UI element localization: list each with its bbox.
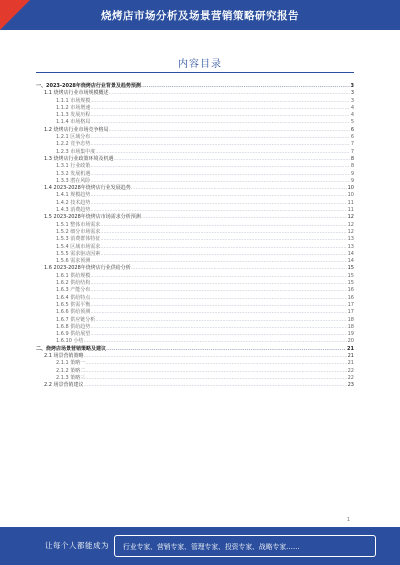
toc-entry[interactable] <box>36 244 354 251</box>
toc-entry-page: 3 <box>350 83 354 89</box>
toc-leader-dots <box>131 265 347 272</box>
toc-entry[interactable] <box>36 324 354 331</box>
toc-entry-label: 1.5.5 需求驱动因素 <box>56 250 101 257</box>
toc-leader-dots <box>100 236 346 243</box>
toc-entry-label: 1.2 烧烤店行业市场竞争格局 <box>44 126 109 133</box>
toc-entry-label: 1.3.1 行业政策 <box>56 163 91 170</box>
toc-leader-dots <box>131 185 347 192</box>
toc-leader-dots <box>90 105 350 112</box>
toc-entry-page: 5 <box>350 119 354 126</box>
toc-leader-dots <box>90 287 346 294</box>
toc-entry-label: 1.3 烧烤店行业政策环境及机遇 <box>44 155 114 162</box>
toc-entry-page: 3 <box>350 97 354 104</box>
toc-entry-page: 23 <box>347 382 354 389</box>
toc-entry-page: 4 <box>350 112 354 119</box>
toc-leader-dots <box>90 302 346 309</box>
toc-leader-dots <box>90 273 346 280</box>
toc-entry-label: 1.6.3 产能分布 <box>56 287 91 294</box>
footer-tagline-box <box>114 535 376 557</box>
toc-entry-label: 1.2.3 市场集中度 <box>56 148 96 155</box>
toc-entry-page: 10 <box>347 192 354 199</box>
toc-leader-dots <box>109 90 350 97</box>
toc-entry-page: 11 <box>347 199 354 206</box>
toc-entry-page: 21 <box>347 360 354 367</box>
footer-slogan: 让每个人都能成为 <box>45 541 109 550</box>
toc-entry[interactable] <box>36 368 354 375</box>
toc-entry-label: 1.4.1 规模趋势 <box>56 192 91 199</box>
toc-entry-label: 1.5.1 整体市场需求 <box>56 221 101 228</box>
toc-leader-dots <box>90 200 346 207</box>
toc-entry[interactable] <box>36 382 354 389</box>
toc-entry-label: 1.4 2023-2028年烧烤店行业发展趋势 <box>44 185 131 192</box>
toc-entry-label: 二、烧烤店场景营销策略及建议 <box>36 345 107 352</box>
toc-entry[interactable] <box>36 98 354 105</box>
toc-entry-page: 20 <box>347 338 354 345</box>
toc-leader-dots <box>84 382 347 389</box>
toc-divider <box>36 72 354 73</box>
toc-entry-label: 1.6 2023-2028年烧烤店行业供给分析 <box>44 265 131 272</box>
toc-leader-dots <box>95 317 346 324</box>
toc-entry-page: 4 <box>350 104 354 111</box>
toc-entry-label: 1.6.5 供需平衡 <box>56 301 91 308</box>
toc-entry-label: 1.1.3 发展历程 <box>56 112 91 119</box>
toc-leader-dots <box>90 163 350 170</box>
toc-entry-label: 1.6.2 供给结构 <box>56 280 91 287</box>
toc-leader-dots <box>100 251 346 258</box>
toc-entry[interactable] <box>36 360 354 367</box>
toc-leader-dots <box>90 192 346 199</box>
toc-entry-page: 19 <box>347 331 354 338</box>
toc-leader-dots <box>100 222 346 229</box>
toc-entry-page: 18 <box>347 323 354 330</box>
toc-entry-label: 1.6.10 小结 <box>56 338 84 345</box>
toc-entry-label: 1.6.4 供给特点 <box>56 294 91 301</box>
toc-entry-label: 1.6.8 供给趋势 <box>56 323 91 330</box>
toc-leader-dots <box>109 127 350 134</box>
toc-entry-label: 1.1 烧烤店行业市场规模概述 <box>44 90 109 97</box>
toc-leader-dots <box>95 149 350 156</box>
footer-tagline: 行业专家、营销专家、管理专家、投资专家、战略专家…… <box>123 543 300 551</box>
toc-leader-dots <box>84 353 347 360</box>
toc-leader-dots <box>90 324 346 331</box>
toc-leader-dots <box>85 375 346 382</box>
toc-leader-dots <box>90 295 346 302</box>
toc-entry-label: 1.1.2 市场增速 <box>56 104 91 111</box>
toc-entry-label: 1.5 2023-2028年烧烤店市场需求分析预测 <box>44 214 141 221</box>
toc-leader-dots <box>90 141 350 148</box>
toc-entry[interactable] <box>36 236 354 243</box>
toc-entry-page: 3 <box>350 90 354 97</box>
toc-entry-label: 1.6.1 供给规模 <box>56 272 91 279</box>
toc-entry-page: 22 <box>347 374 354 381</box>
toc-entry-label: 1.5.4 区域市场需求 <box>56 243 101 250</box>
toc-entry-page: 21 <box>347 352 354 359</box>
toc-entry-page: 15 <box>347 265 354 272</box>
report-header <box>0 0 400 30</box>
toc-entry[interactable] <box>36 119 354 126</box>
toc-leader-dots <box>100 244 346 251</box>
toc-entry-label: 1.1.1 市场规模 <box>56 97 91 104</box>
toc-entry[interactable] <box>36 127 354 134</box>
toc-entry-label: 1.2.2 竞争态势 <box>56 141 91 148</box>
toc-title: 内容目录 <box>178 59 222 70</box>
toc-entry-page: 6 <box>350 134 354 141</box>
toc-leader-dots <box>141 83 350 90</box>
toc-leader-dots <box>90 98 350 105</box>
toc-entry[interactable] <box>36 346 354 353</box>
toc-entry-page: 17 <box>347 301 354 308</box>
toc-entry[interactable] <box>36 295 354 302</box>
toc-entry-label: 1.3.2 发展机遇 <box>56 170 91 177</box>
toc-entry-label: 2.2 场景营销建议 <box>44 382 84 389</box>
toc-entry-page: 8 <box>350 163 354 170</box>
toc-leader-dots <box>85 360 346 367</box>
toc-entry[interactable] <box>36 149 354 156</box>
toc-entry-page: 15 <box>347 280 354 287</box>
toc-entry[interactable] <box>36 214 354 221</box>
toc-entry-page: 16 <box>347 287 354 294</box>
toc-entry-page: 13 <box>347 236 354 243</box>
toc-leader-dots <box>84 338 347 345</box>
toc-leader-dots <box>141 214 347 221</box>
toc-leader-dots <box>90 112 350 119</box>
toc-entry-label: 1.6.9 供给展望 <box>56 331 91 338</box>
toc-entry-label: 1.2.1 区域分布 <box>56 134 91 141</box>
toc-entry-page: 12 <box>347 221 354 228</box>
toc-leader-dots <box>114 156 350 163</box>
toc-leader-dots <box>90 280 346 287</box>
toc-entry[interactable] <box>36 287 354 294</box>
toc-entry-label: 2.1.2 策略二 <box>56 367 86 374</box>
toc-entry-label: 1.6.7 供应链分析 <box>56 316 96 323</box>
toc-leader-dots <box>100 229 346 236</box>
toc-entry-label: 2.1.1 策略一 <box>56 360 86 367</box>
toc-entry-page: 8 <box>350 155 354 162</box>
toc-entry-page: 12 <box>347 214 354 221</box>
toc-entry-page: 14 <box>347 258 354 265</box>
toc-leader-dots <box>90 331 346 338</box>
toc-entry-label: 1.1.4 市场格局 <box>56 119 91 126</box>
report-title: 烧烤店市场分析及场景营销策略研究报告 <box>101 10 299 22</box>
table-of-contents <box>36 83 354 389</box>
toc-entry-label: 1.5.6 需求预测 <box>56 258 91 265</box>
toc-entry-label: 1.5.3 消费群体特征 <box>56 236 101 243</box>
toc-leader-dots <box>90 171 350 178</box>
toc-entry[interactable] <box>36 338 354 345</box>
toc-entry-label: 1.4.3 消费趋势 <box>56 207 91 214</box>
toc-entry-label: 1.3.3 潜在风险 <box>56 177 91 184</box>
toc-leader-dots <box>90 134 350 141</box>
toc-entry-page: 11 <box>347 207 354 214</box>
toc-entry-page: 22 <box>347 367 354 374</box>
toc-leader-dots <box>85 368 346 375</box>
toc-entry-page: 10 <box>347 185 354 192</box>
toc-entry[interactable] <box>36 163 354 170</box>
toc-entry-page: 21 <box>347 345 354 352</box>
report-footer <box>0 527 400 565</box>
toc-entry[interactable] <box>36 222 354 229</box>
toc-entry-page: 6 <box>350 126 354 133</box>
toc-leader-dots <box>106 346 346 353</box>
toc-entry[interactable] <box>36 171 354 178</box>
toc-entry[interactable] <box>36 141 354 148</box>
toc-entry-label: 2.1.3 策略三 <box>56 374 86 381</box>
toc-entry-label: 1.4.2 技术趋势 <box>56 199 91 206</box>
toc-entry-label: 2.1 场景营销策略 <box>44 352 84 359</box>
toc-entry-page: 18 <box>347 316 354 323</box>
toc-entry-page: 17 <box>347 309 354 316</box>
toc-entry-page: 15 <box>347 272 354 279</box>
toc-entry-page: 16 <box>347 294 354 301</box>
toc-entry[interactable] <box>36 90 354 97</box>
toc-entry-page: 9 <box>350 177 354 184</box>
toc-entry[interactable] <box>36 317 354 324</box>
toc-leader-dots <box>90 119 350 126</box>
toc-entry[interactable] <box>36 273 354 280</box>
toc-entry-label: 1.5.2 细分市场需求 <box>56 228 101 235</box>
toc-entry-page: 7 <box>350 141 354 148</box>
toc-leader-dots <box>90 309 346 316</box>
toc-entry-page: 14 <box>347 250 354 257</box>
toc-entry[interactable] <box>36 309 354 316</box>
toc-entry-page: 7 <box>350 148 354 155</box>
toc-entry-label: 1.6.6 供给预测 <box>56 309 91 316</box>
toc-entry[interactable] <box>36 192 354 199</box>
toc-entry-label: 一、2023-2028年烧烤店行业背景及趋势预测 <box>36 83 141 89</box>
toc-entry-page: 9 <box>350 170 354 177</box>
page-number: 1 <box>346 517 350 523</box>
toc-entry-page: 13 <box>347 243 354 250</box>
toc-entry[interactable] <box>36 265 354 272</box>
toc-entry[interactable] <box>36 200 354 207</box>
toc-entry-page: 12 <box>347 228 354 235</box>
